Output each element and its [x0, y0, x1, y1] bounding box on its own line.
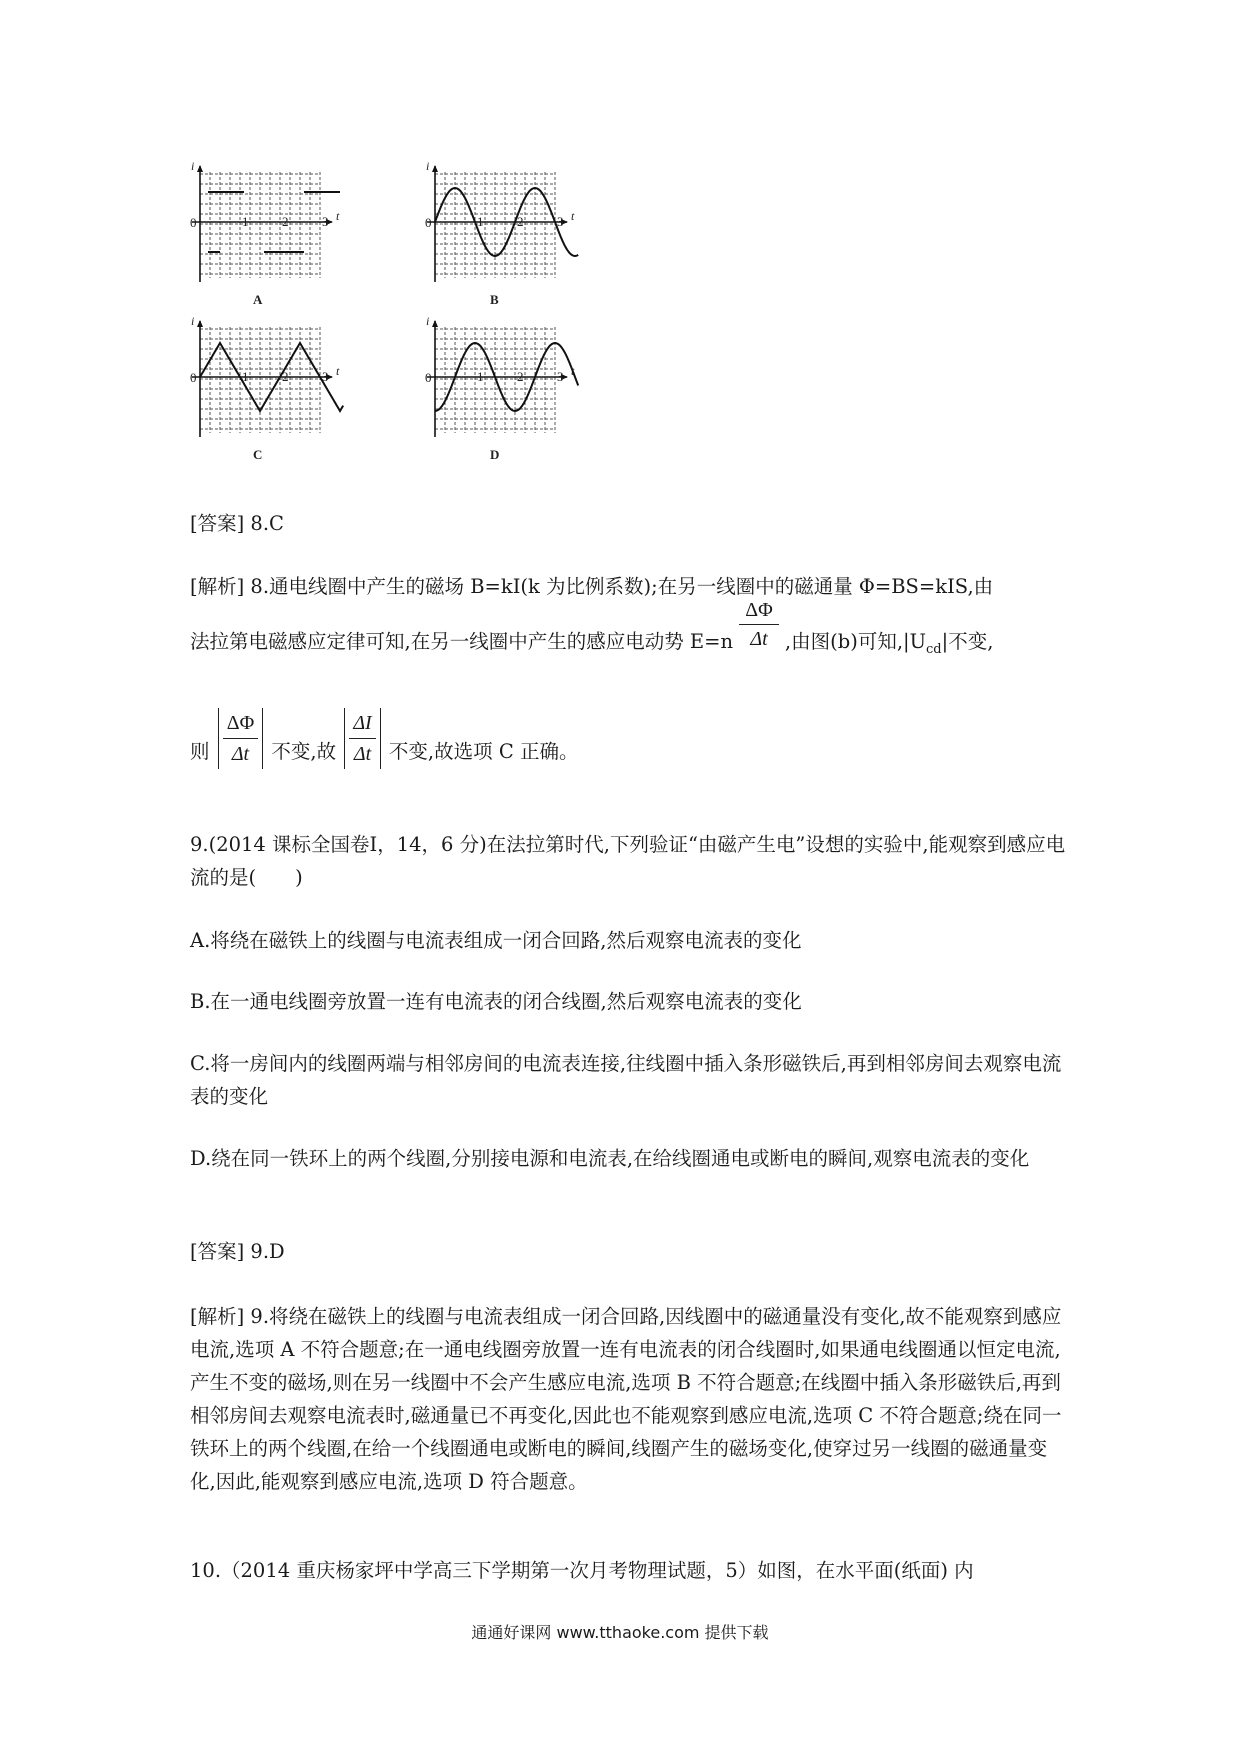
x-tick-label: 1 — [242, 369, 249, 384]
x-tick-label: 2 — [517, 369, 524, 384]
graph-d-plot — [425, 315, 585, 445]
graph-b — [425, 160, 585, 290]
graph-c-plot — [190, 315, 350, 445]
q8-line3-pre: 则 — [190, 740, 210, 763]
x-axis-label: t — [571, 364, 575, 378]
current-rate-num: ΔI — [349, 708, 375, 739]
x-tick-label: 1 — [477, 369, 484, 384]
y-axis-label: i — [191, 159, 195, 173]
q8-line3-end: 不变,故选项 C 正确。 — [388, 740, 579, 763]
x-axis-label: t — [336, 209, 340, 223]
x-tick-label: 3 — [557, 369, 564, 384]
q9-stem: 9.(2014 课标全国卷Ⅰ，14，6 分)在法拉第时代,下列验证“由磁产生电”设想的实验中,能观察到感应电流的是( ) — [190, 833, 1066, 889]
q8-line3-mid: 不变,故 — [271, 740, 337, 763]
origin-label: 0 — [190, 215, 197, 230]
q9-option-a: A.将绕在磁铁上的线圈与电流表组成一闭合回路,然后观察电流表的变化 — [190, 929, 802, 952]
origin-label: 0 — [425, 215, 432, 230]
emf-fraction — [739, 596, 778, 653]
x-tick-label: 3 — [322, 214, 329, 229]
y-axis-label: i — [191, 314, 195, 328]
q9-analysis: [解析] 9.将绕在磁铁上的线圈与电流表组成一闭合回路,因线圈中的磁通量没有变化,故不能观察到感应电流,选项 A 不符合题意;在一通电线圈旁放置一连有电流表的闭合线圈时,如果通电线圈通以恒定电流,产生不变的磁场,则在另一线圈中不会产生感应电流,选项 B 不符合题意;在线圈中插入条形磁铁后,再到相邻房间去观察电流表时,磁通量已不再变化,因此也不能观察到感应电流,选项 C 不符合题意;绕在同一铁环上的两个线圈,在给一个线圈通电或断电的瞬间,线圈产生的磁场变化,使穿过另一线圈的磁通量变化,因此,能观察到感应电流,选项 D 符合题意。 — [190, 1305, 1062, 1493]
emf-fraction-num: ΔΦ — [739, 596, 778, 625]
y-axis-arrow — [197, 320, 203, 327]
q10-stem: 10.（2014 重庆杨家坪中学高三下学期第一次月考物理试题，5）如图，在水平面(纸面) 内 — [190, 1559, 974, 1582]
graph-b-plot — [425, 160, 585, 290]
current-rate-den: Δt — [353, 743, 372, 765]
flux-rate-den: Δt — [231, 743, 250, 765]
q8-analysis-line1: [解析] 8.通电线圈中产生的磁场 B=kI(k 为比例系数);在另一线圈中的磁通量 Φ=BS=kIS,由 — [190, 575, 994, 598]
origin-label: 0 — [190, 370, 197, 385]
emf-fraction-den: Δt — [750, 628, 768, 650]
page-footer: 通通好课网 www.tthaoke.com 提供下载 — [471, 1623, 769, 1642]
flux-rate-abs-fraction — [218, 708, 263, 769]
q9-option-d: D.绕在同一铁环上的两个线圈,分别接电源和电流表,在给线圈通电或断电的瞬间,观察电流表的变化 — [190, 1147, 1030, 1170]
x-tick-label: 3 — [557, 214, 564, 229]
q8-line2-post: ,由图(b)可知,|U — [784, 630, 927, 653]
q9-option-c: C.将一房间内的线圈两端与相邻房间的电流表连接,往线圈中插入条形磁铁后,再到相邻房间去观察电流表的变化 — [190, 1052, 1062, 1108]
x-tick-label: 2 — [282, 214, 289, 229]
y-axis-arrow — [432, 320, 438, 327]
q9-answer: [答案] 9.D — [190, 1240, 285, 1263]
q8-answer: [答案] 8.C — [190, 512, 284, 535]
origin-label: 0 — [425, 370, 432, 385]
ucd-subscript: cd — [926, 641, 942, 657]
q8-analysis-line3 — [190, 700, 1070, 776]
x-axis-label: t — [336, 364, 340, 378]
graph-d-label: D — [490, 447, 500, 462]
q9-option-b: B.在一通电线圈旁放置一连有电流表的闭合线圈,然后观察电流表的变化 — [190, 990, 802, 1013]
graph-c — [190, 315, 350, 445]
graph-a-plot — [190, 160, 350, 290]
graph-d — [425, 315, 585, 445]
q8-line2-end: |不变, — [941, 630, 994, 653]
q8-line2-pre: 法拉第电磁感应定律可知,在另一线圈中产生的感应电动势 E=n — [190, 630, 734, 653]
graph-a-label: A — [253, 292, 263, 307]
graph-c-label: C — [253, 447, 263, 462]
graph-a — [190, 160, 350, 290]
x-tick-label: 1 — [477, 214, 484, 229]
x-tick-label: 1 — [242, 214, 249, 229]
x-tick-label: 2 — [517, 214, 524, 229]
graph-b-label: B — [490, 292, 499, 307]
y-axis-arrow — [432, 165, 438, 172]
x-tick-label: 3 — [322, 369, 329, 384]
y-axis-label: i — [426, 159, 430, 173]
flux-rate-num: ΔΦ — [223, 708, 258, 739]
y-axis-label: i — [426, 314, 430, 328]
x-axis-label: t — [571, 209, 575, 223]
y-axis-arrow — [197, 165, 203, 172]
x-tick-label: 2 — [282, 369, 289, 384]
current-rate-abs-fraction — [344, 708, 380, 769]
